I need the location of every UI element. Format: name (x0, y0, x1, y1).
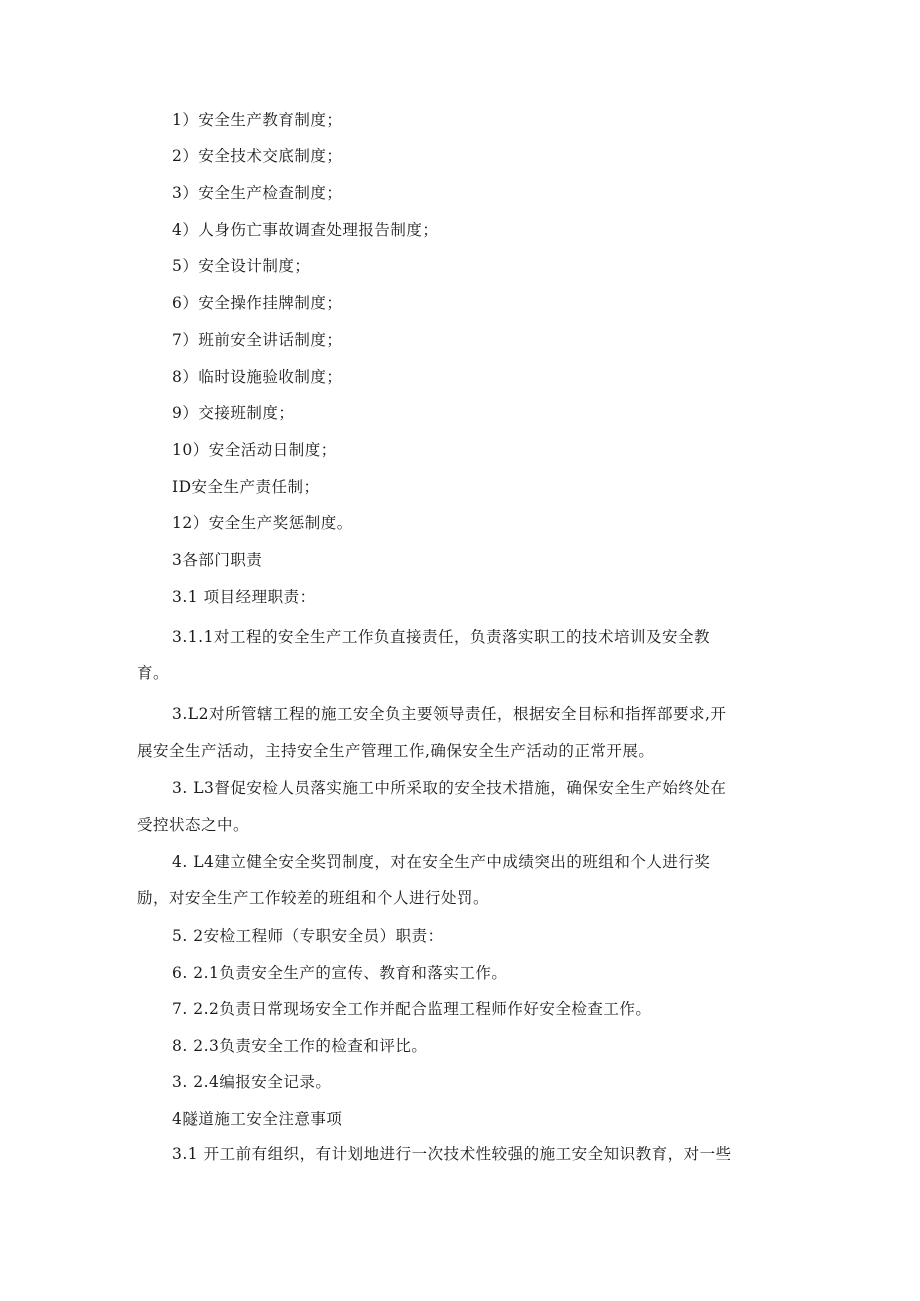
list-item-5: 5）安全设计制度； (172, 257, 311, 275)
paragraph-line: 7. 2.2负责日常现场安全工作并配合监理工程师作好安全检查工作。 (172, 1000, 652, 1018)
paragraph-line: 3.1.1对工程的安全生产工作负直接责任，负责落实职工的技术培训及安全教 (172, 628, 710, 646)
list-item-12: 12）安全生产奖惩制度。 (172, 514, 353, 532)
paragraph-line: 励，对安全生产工作较差的班组和个人进行处罚。 (137, 889, 490, 907)
list-item-3: 3）安全生产检查制度； (172, 184, 343, 202)
paragraph-line: 4. L4建立健全安全奖罚制度，对在安全生产中成绩突出的班组和个人进行奖 (172, 853, 711, 871)
paragraph-line: 展安全生产活动，主持安全生产管理工作,确保安全生产活动的正常开展。 (137, 742, 655, 760)
list-item-1: 1）安全生产教育制度； (172, 111, 343, 129)
paragraph-line: 育。 (137, 664, 170, 682)
section-heading-3: 3各部门职责 (172, 551, 263, 569)
paragraph-line: 3. L3督促安检人员落实施工中所采取的安全技术措施，确保安全生产始终处在 (172, 779, 727, 797)
list-item-6: 6）安全操作挂牌制度； (172, 294, 343, 312)
list-item-4: 4）人身伤亡事故调查处理报告制度； (172, 221, 439, 239)
section-heading-4: 4隧道施工安全注意事项 (172, 1110, 343, 1128)
paragraph-line: 3.L2对所管辖工程的施工安全负主要领导责任，根据安全目标和指挥部要求,开 (172, 705, 727, 723)
subsection-heading-3-2: 5. 2安检工程师（专职安全员）职责： (172, 927, 444, 945)
list-item-2: 2）安全技术交底制度； (172, 147, 343, 165)
list-item-8: 8）临时设施验收制度； (172, 368, 343, 386)
list-item-10: 10）安全活动日制度； (172, 441, 337, 459)
list-item-11: ID安全生产责任制； (172, 478, 320, 496)
paragraph-line: 8. 2.3负责安全工作的检查和评比。 (172, 1037, 428, 1055)
list-item-9: 9）交接班制度； (172, 404, 295, 422)
paragraph-line: 3. 2.4编报安全记录。 (172, 1073, 332, 1091)
list-item-7: 7）班前安全讲话制度； (172, 331, 343, 349)
subsection-heading-3-1: 3.1 项目经理职责： (172, 588, 316, 606)
paragraph-line: 6. 2.1负责安全生产的宣传、教育和落实工作。 (172, 964, 508, 982)
paragraph-line: 受控状态之中。 (137, 816, 250, 834)
paragraph-line: 3.1 开工前有组织，有计划地进行一次技术性较强的施工安全知识教育，对一些 (172, 1145, 732, 1163)
